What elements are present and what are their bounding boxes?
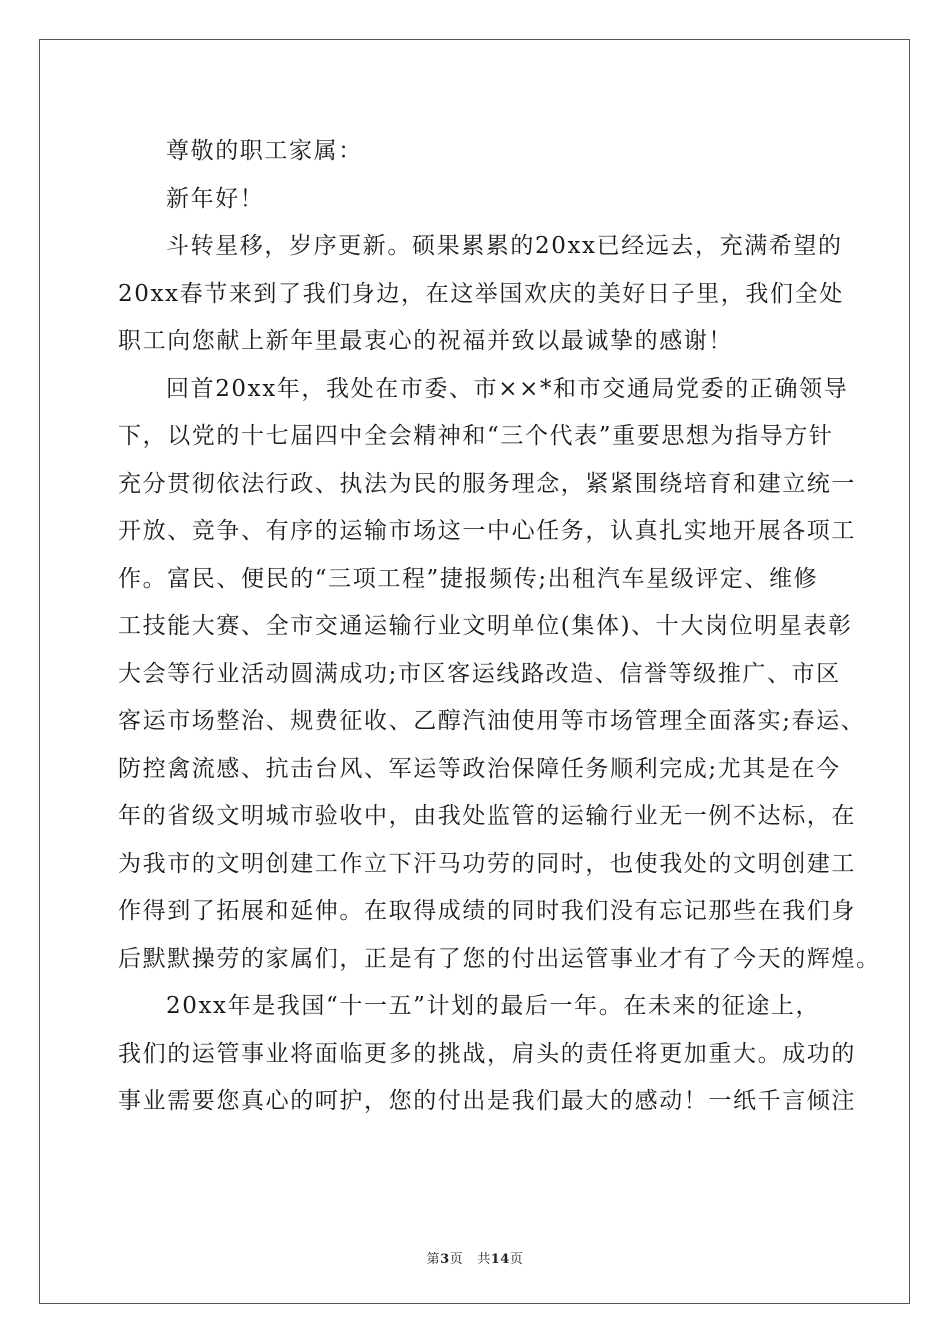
text-line: 开放、竞争、有序的运输市场这一中心任务，认真扎实地开展各项工 <box>118 518 856 544</box>
text-line: 20xx年是我国“十一五”计划的最后一年。在未来的征途上， <box>166 993 821 1019</box>
total-suffix: 页 <box>509 1252 524 1267</box>
text-line: 回首20xx年，我处在市委、市××*和市交通局党委的正确领导 <box>166 375 849 402</box>
text-line: 客运市场整治、规费征收、乙醇汽油使用等市场管理全面落实;春运、 <box>118 708 866 734</box>
page-prefix: 第 <box>426 1252 441 1267</box>
total-pages-number: 14 <box>490 1252 510 1267</box>
text-line: 年的省级文明城市验收中，由我处监管的运输行业无一例不达标，在 <box>118 803 856 829</box>
page-suffix: 页 <box>449 1252 464 1267</box>
page-footer <box>0 1248 950 1267</box>
letter-body <box>118 128 881 1126</box>
text-line: 后默默操劳的家属们，正是有了您的付出运管事业才有了今天的辉煌。 <box>118 945 881 972</box>
text-line: 防控禽流感、抗击台风、军运等政治保障任务顺利完成;尤其是在今 <box>118 755 841 782</box>
text-line: 大会等行业活动圆满成功;市区客运线路改造、信誉等级推广、市区 <box>118 660 841 687</box>
salutation: 尊敬的职工家属： <box>166 138 363 164</box>
text-line: 事业需要您真心的呵护，您的付出是我们最大的感动！一纸千言倾注 <box>118 1088 856 1114</box>
text-line: 作得到了拓展和延伸。在取得成绩的同时我们没有忘记那些在我们身 <box>118 898 856 924</box>
paragraph-2 <box>118 366 881 984</box>
total-prefix: 共 <box>477 1252 491 1267</box>
paragraph-1 <box>118 223 844 366</box>
greeting: 新年好！ <box>166 185 265 212</box>
text-line: 我们的运管事业将面临更多的挑战，肩头的责任将更加重大。成功的 <box>118 1040 856 1067</box>
text-line: 斗转星移，岁序更新。硕果累累的20xx已经远去，充满希望的 <box>166 233 843 259</box>
text-line: 下，以党的十七届四中全会精神和“三个代表”重要思想为指导方针 <box>118 423 834 449</box>
text-line: 作。富民、便民的“三项工程”捷报频传;出租汽车星级评定、维修 <box>118 565 819 592</box>
text-line: 充分贯彻依法行政、执法为民的服务理念，紧紧围绕培育和建立统一 <box>118 470 856 497</box>
current-page-number: 3 <box>440 1252 450 1267</box>
text-line: 工技能大赛、全市交通运输行业文明单位(集体)、十大岗位明星表彰 <box>118 613 853 639</box>
text-line: 为我市的文明创建工作立下汗马功劳的同时，也使我处的文明创建工 <box>118 850 856 877</box>
text-line: 职工向您献上新年里最衷心的祝福并致以最诚挚的感谢！ <box>118 328 733 354</box>
paragraph-3 <box>118 983 856 1126</box>
text-line: 20xx春节来到了我们身边，在这举国欢庆的美好日子里，我们全处 <box>118 280 844 307</box>
